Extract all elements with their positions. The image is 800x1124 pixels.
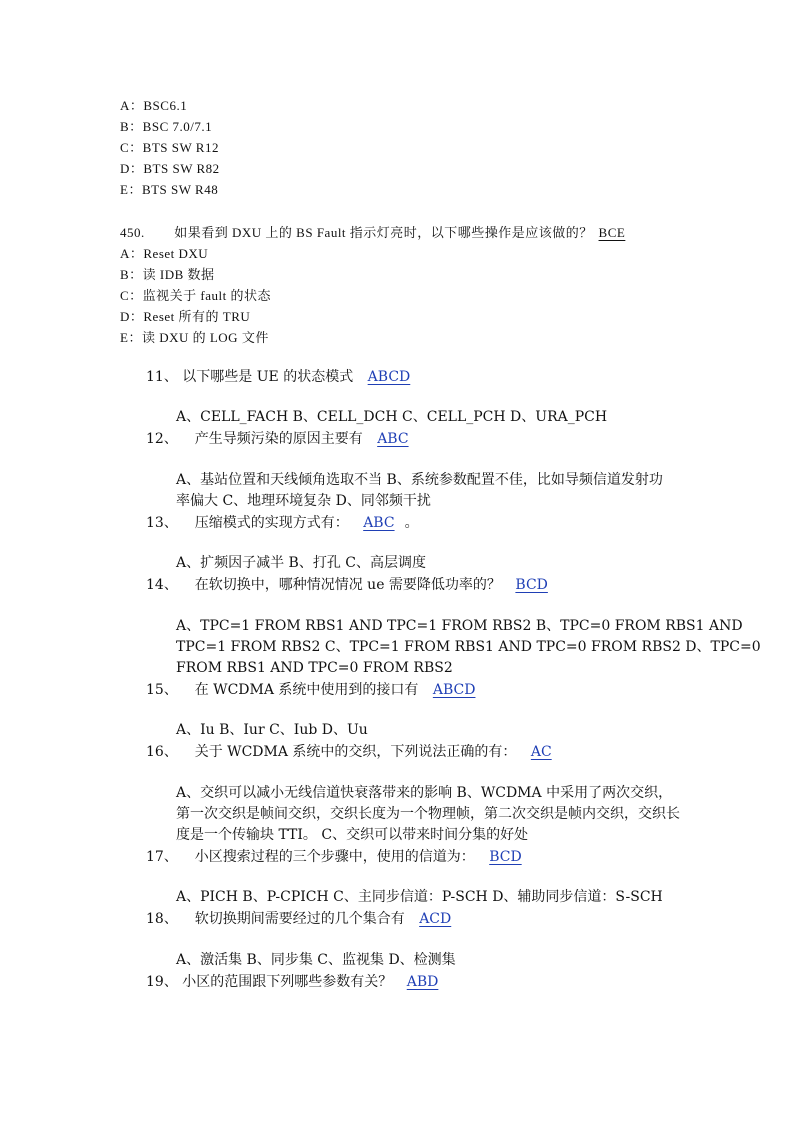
question-number: 13、: [146, 515, 178, 531]
question-number: 14、: [146, 577, 178, 593]
option-line: A：BSC6.1: [120, 98, 188, 113]
question-text: 在软切换中，哪种情况情况 ue 需要降低功率的？: [194, 577, 501, 593]
option-line: E：读 DXU 的 LOG 文件: [120, 330, 269, 345]
question-number: 12、: [146, 431, 178, 447]
question-text: 软切换期间需要经过的几个集合有: [194, 911, 405, 927]
option-line: A、CELL_FACH B、CELL_DCH C、CELL_PCH D、URA_PCH: [176, 409, 608, 425]
option-line: A、PICH B、P-CPICH C、主同步信道：P-SCH D、辅助同步信道：S-SCH: [176, 889, 663, 905]
question-number: 11、: [146, 369, 178, 385]
option-line: D：BTS SW R82: [120, 161, 220, 176]
question-number: 17、: [146, 849, 178, 865]
option-line: 第一次交织是帧间交织，交织长度为一个物理帧，第二次交织是帧内交织，交织长: [176, 806, 680, 822]
option-line: A、Iu B、Iur C、Iub D、Uu: [176, 722, 368, 738]
question-number: 19、: [146, 974, 178, 990]
option-line: A、激活集 B、同步集 C、监视集 D、检测集: [176, 952, 456, 968]
answer-blank: AC: [530, 744, 552, 760]
question-11: [146, 368, 420, 386]
question-number: 18、: [146, 911, 178, 927]
question-number: 450.: [120, 225, 145, 240]
answer-blank: BCD: [489, 849, 522, 865]
option-line: B：读 IDB 数据: [120, 267, 215, 282]
question-13: [146, 514, 419, 532]
question-17: [146, 848, 532, 866]
question-suffix: 。: [404, 515, 419, 531]
option-line: A、TPC=1 FROM RBS1 AND TPC=1 FROM RBS2 B、TPC=0 FROM RBS1 AND: [176, 618, 743, 634]
answer-blank: ABD: [406, 974, 439, 990]
question-text: 小区的范围跟下列哪些参数有关？: [182, 974, 393, 990]
question-text: 如果看到 DXU 上的 BS Fault 指示灯亮时，以下哪些操作是应该做的？: [174, 225, 593, 240]
question-text: 压缩模式的实现方式有：: [194, 515, 349, 531]
question-12: [146, 430, 419, 448]
question-text: 以下哪些是 UE 的状态模式: [182, 369, 354, 385]
answer-blank: ABC: [363, 515, 395, 531]
option-line: 度是一个传输块 TTI。 C、交织可以带来时间分集的好处: [176, 827, 529, 843]
option-line: A、基站位置和天线倾角选取不当 B、系统参数配置不佳，比如导频信道发射功: [176, 472, 663, 488]
question-19: [146, 973, 448, 991]
question-text: 关于 WCDMA 系统中的交织，下列说法正确的有：: [194, 744, 517, 760]
option-line: B：BSC 7.0/7.1: [120, 119, 213, 134]
answer-blank: BCD: [515, 577, 548, 593]
option-line: TPC=1 FROM RBS2 C、TPC=1 FROM RBS1 AND TPC=0 FROM RBS2 D、TPC=0: [176, 639, 761, 655]
question-18: [146, 910, 461, 928]
question-450: [120, 224, 629, 242]
answer-blank: BCE: [598, 225, 626, 240]
answer-blank: ABC: [377, 431, 409, 447]
option-line: C：监视关于 fault 的状态: [120, 288, 271, 303]
question-number: 15、: [146, 682, 178, 698]
answer-blank: ACD: [419, 911, 452, 927]
option-line: E：BTS SW R48: [120, 182, 219, 197]
option-line: C：BTS SW R12: [120, 140, 219, 155]
answer-blank: ABCD: [367, 369, 411, 385]
question-15: [146, 681, 485, 699]
option-line: A、交织可以减小无线信道快衰落带来的影响 B、WCDMA 中采用了两次交织，: [176, 785, 673, 801]
option-line: A：Reset DXU: [120, 246, 209, 261]
option-line: A、扩频因子减半 B、打孔 C、高层调度: [176, 555, 427, 571]
option-line: D：Reset 所有的 TRU: [120, 309, 251, 324]
answer-blank: ABCD: [432, 682, 476, 698]
question-14: [146, 576, 558, 594]
question-16: [146, 743, 562, 761]
option-line: FROM RBS1 AND TPC=0 FROM RBS2: [176, 660, 453, 676]
question-text: 产生导频污染的原因主要有: [194, 431, 363, 447]
question-text: 小区搜索过程的三个步骤中，使用的信道为：: [194, 849, 475, 865]
option-line: 率偏大 C、地理环境复杂 D、同邻频干扰: [176, 493, 431, 509]
question-text: 在 WCDMA 系统中使用到的接口有: [194, 682, 419, 698]
question-number: 16、: [146, 744, 178, 760]
